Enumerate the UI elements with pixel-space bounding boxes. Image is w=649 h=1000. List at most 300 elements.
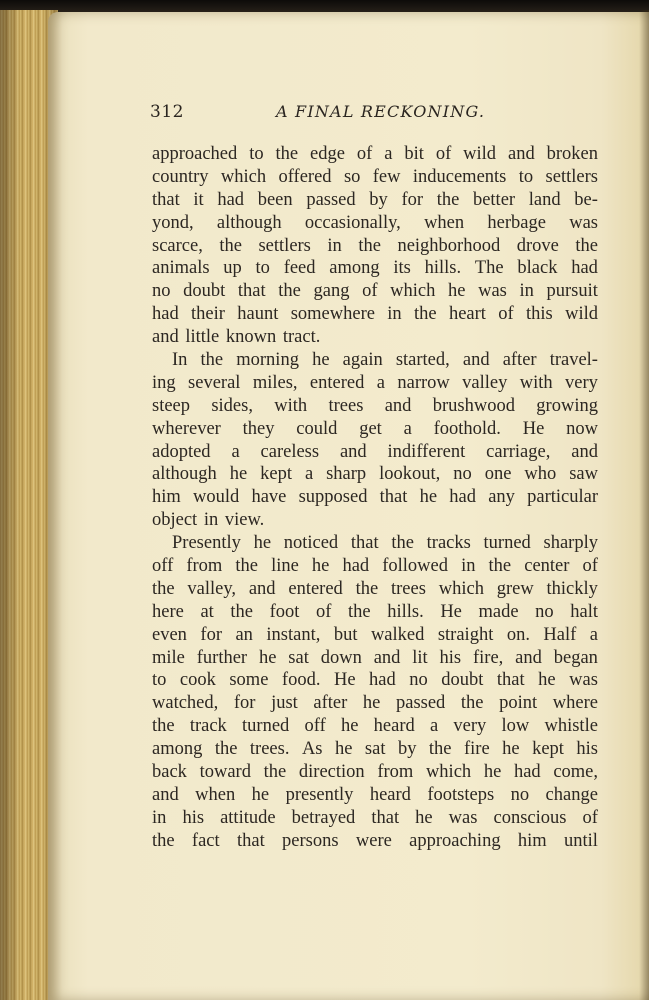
text-line [152, 349, 598, 372]
word: The [474, 258, 504, 279]
word: now [566, 418, 598, 439]
word: its [393, 258, 411, 279]
word: that [379, 487, 408, 508]
word: so [343, 166, 361, 187]
text-line [152, 280, 598, 303]
word: any [488, 487, 515, 508]
word: the [428, 739, 452, 760]
text-line [152, 212, 598, 235]
word: the [230, 601, 253, 622]
word: for [200, 624, 222, 645]
word: again [342, 350, 383, 371]
word: and [515, 647, 542, 668]
word: a [384, 144, 393, 164]
word: he [253, 533, 272, 554]
word: passed [306, 189, 356, 210]
word: was [478, 281, 507, 302]
word: a [429, 716, 439, 737]
word: him [517, 830, 547, 851]
word: a [376, 372, 385, 393]
word: the [200, 350, 224, 371]
word: occasionally, [304, 212, 401, 233]
word: from [377, 762, 414, 783]
word: back [152, 762, 187, 783]
word: and [507, 144, 535, 164]
word: foot [269, 601, 300, 622]
word: adopted [152, 441, 211, 462]
word: bit [404, 144, 424, 164]
word: gang [313, 281, 350, 302]
word: wherever [152, 418, 221, 439]
word: point [499, 693, 538, 714]
word: been [257, 189, 293, 210]
word: and [339, 441, 367, 462]
word: very [453, 716, 487, 737]
word: from [186, 556, 223, 577]
word: fire [463, 739, 490, 760]
word: the [275, 144, 299, 164]
word: approached [152, 144, 238, 164]
word: fire, [473, 647, 504, 668]
word: he [229, 464, 248, 485]
word: they [242, 418, 275, 439]
word: of [356, 144, 373, 164]
page-right-shadow [639, 10, 649, 1000]
word: his [182, 807, 205, 828]
word: of [582, 807, 598, 828]
word: few [372, 166, 401, 187]
word: no [409, 670, 428, 691]
word: miles, [252, 372, 298, 393]
text-line [152, 166, 598, 189]
word: doubt [183, 281, 226, 302]
word: He [333, 670, 356, 691]
word: and [248, 578, 276, 599]
text-line [152, 715, 598, 738]
word: followed [382, 556, 448, 577]
word: drove [516, 235, 559, 256]
word: foothold. [433, 418, 501, 439]
word: although [216, 212, 282, 233]
word: the [460, 693, 484, 714]
word: have [251, 487, 287, 508]
word: up [223, 258, 242, 279]
word: would [192, 487, 240, 508]
word: an [235, 624, 253, 645]
word: fact [191, 830, 220, 851]
word: and [462, 350, 490, 371]
word: direction [298, 762, 365, 783]
word: sides, [211, 395, 253, 416]
word: morning [236, 350, 299, 371]
word: the [278, 281, 301, 302]
word: line [271, 556, 299, 577]
word: careless [260, 441, 320, 462]
word: offered [278, 166, 332, 187]
word: was [569, 212, 598, 233]
word: kept [260, 464, 292, 485]
word: he [419, 487, 438, 508]
word: a [304, 464, 314, 485]
word: several [188, 372, 241, 393]
word: when [424, 212, 465, 233]
word: lookout, [379, 464, 441, 485]
word: yond, [152, 212, 194, 233]
page-header [150, 100, 600, 128]
word: wild [565, 304, 598, 325]
word: He [440, 601, 462, 622]
word: of [316, 601, 332, 622]
text-line [152, 463, 598, 486]
text-line [152, 601, 598, 624]
word: walked [370, 624, 425, 645]
word: and [373, 647, 401, 668]
word: carriage, [486, 441, 551, 462]
running-head: A FINAL RECKONING. [276, 102, 486, 121]
word: in [152, 807, 167, 828]
word: had [449, 487, 476, 508]
word: by [369, 189, 388, 210]
word: here [152, 601, 184, 622]
word: hills. [424, 258, 462, 279]
word: he [312, 350, 330, 371]
word: halt [570, 601, 598, 622]
word: and [152, 784, 179, 805]
word: some [229, 670, 269, 691]
text-line [152, 784, 598, 807]
text-line [152, 189, 598, 212]
word: he [538, 670, 556, 691]
text-line: and little known tract. [152, 327, 321, 348]
word: whistle [544, 716, 598, 737]
word: brushwood [432, 395, 515, 416]
word: heard [369, 784, 411, 805]
word: but [333, 624, 358, 645]
word: him [152, 487, 181, 508]
word: the [348, 601, 371, 622]
word: a [589, 624, 598, 645]
word: which [438, 578, 484, 599]
word: to [249, 144, 264, 164]
word: had [513, 762, 541, 783]
word: change [545, 784, 598, 805]
word: get [359, 418, 382, 439]
word: mile [152, 647, 185, 668]
word: He [522, 418, 545, 439]
word: with [519, 372, 553, 393]
word: for [233, 693, 256, 714]
text-line [152, 486, 598, 509]
word: very [565, 372, 598, 393]
word: which [220, 166, 267, 187]
word: after [502, 350, 537, 371]
word: and [384, 395, 412, 416]
word: ing [152, 372, 176, 393]
word: valley, [187, 578, 237, 599]
word: he [340, 716, 359, 737]
word: where [552, 693, 598, 714]
word: just [271, 693, 298, 714]
word: center [524, 556, 570, 577]
word: he [362, 693, 381, 714]
word: the [414, 304, 437, 325]
word: he [311, 556, 330, 577]
word: after [313, 693, 348, 714]
text-line [152, 578, 598, 601]
word: land [528, 189, 561, 210]
word: the [214, 739, 238, 760]
word: steep [152, 395, 191, 416]
word: tracks [426, 533, 471, 554]
word: the [152, 578, 175, 599]
word: saw [569, 464, 598, 485]
word: doubt [441, 670, 484, 691]
word: he [258, 647, 277, 668]
text-line [152, 418, 598, 441]
word: in [327, 235, 342, 256]
word: began [553, 647, 598, 668]
word: that [371, 807, 400, 828]
word: grew [496, 578, 534, 599]
word: to [152, 670, 167, 691]
word: presently [285, 784, 354, 805]
word: hills. [387, 601, 424, 622]
word: the [263, 762, 287, 783]
word: the [488, 556, 512, 577]
word: instant, [266, 624, 321, 645]
word: settlers [545, 166, 598, 187]
word: the [358, 235, 381, 256]
word: supposed [298, 487, 368, 508]
text-line [152, 624, 598, 647]
word: which [390, 281, 436, 302]
word: that [236, 830, 265, 851]
word: narrow [397, 372, 450, 393]
word: to [518, 166, 534, 187]
word: he [502, 739, 520, 760]
word: their [191, 304, 225, 325]
word: footsteps [427, 784, 495, 805]
word: attitude [220, 807, 276, 828]
page-number: 312 [150, 102, 184, 122]
word: when [195, 784, 236, 805]
word: off [152, 556, 174, 577]
word: the [152, 716, 175, 737]
word: haunt [237, 304, 279, 325]
word: had [571, 258, 598, 279]
text-line [152, 235, 598, 258]
word: a [403, 418, 412, 439]
word: animals [152, 258, 210, 279]
word: feed [283, 258, 316, 279]
word: off [304, 716, 326, 737]
word: this [526, 304, 553, 325]
word: his [576, 739, 598, 760]
word: to [255, 258, 270, 279]
text-line [152, 761, 598, 784]
word: cook [179, 670, 216, 691]
word: in [519, 281, 534, 302]
text-line [152, 143, 598, 166]
text-line [152, 669, 598, 692]
word: sharply [543, 533, 598, 554]
word: he [415, 807, 433, 828]
word: Half [543, 624, 577, 645]
word: of [362, 281, 378, 302]
word: no [453, 464, 472, 485]
word: broken [546, 144, 598, 164]
word: no [535, 601, 554, 622]
word: that [496, 670, 525, 691]
word: his [439, 647, 462, 668]
word: no [510, 784, 530, 805]
word: had [152, 304, 179, 325]
word: no [152, 281, 171, 302]
word: heard [373, 716, 415, 737]
word: entered [309, 372, 365, 393]
word: As [301, 739, 323, 760]
text-line: object in view. [152, 510, 265, 531]
word: travel- [549, 350, 598, 371]
word: sharp [326, 464, 367, 485]
word: kept [532, 739, 564, 760]
word: in [387, 304, 402, 325]
word: and [571, 441, 598, 462]
word: black [517, 258, 558, 279]
word: turned [483, 533, 531, 554]
word: that [152, 189, 180, 210]
word: sat [364, 739, 386, 760]
word: low [501, 716, 530, 737]
word: country [152, 166, 209, 187]
text-line [152, 303, 598, 326]
word: food. [281, 670, 321, 691]
word: who [524, 464, 557, 485]
word: edge [310, 144, 345, 164]
word: he [483, 762, 502, 783]
word: the [235, 556, 258, 577]
word: passed [395, 693, 446, 714]
text-line [152, 692, 598, 715]
word: until [563, 830, 598, 851]
word: had [342, 556, 370, 577]
word: that [350, 533, 379, 554]
word: track [189, 716, 227, 737]
text-line [152, 395, 598, 418]
word: it [193, 189, 204, 210]
word: among [152, 739, 203, 760]
word: the [152, 830, 175, 851]
text-line [152, 532, 598, 555]
word: herbage [487, 212, 546, 233]
word: inducements [412, 166, 507, 187]
word: better [472, 189, 516, 210]
word: which [425, 762, 472, 783]
word: be- [574, 189, 598, 210]
word: made [478, 601, 519, 622]
word: entered [288, 578, 343, 599]
word: was [448, 807, 478, 828]
word: the [391, 533, 414, 554]
word: somewhere [290, 304, 375, 325]
word: indifferent [387, 441, 466, 462]
word: toward [199, 762, 251, 783]
word: scarce, [152, 235, 203, 256]
word: sat [288, 647, 309, 668]
text-line [152, 372, 598, 395]
word: the [219, 235, 242, 256]
word: Presently [172, 533, 241, 554]
word: persons [282, 830, 339, 851]
word: lit [412, 647, 428, 668]
word: he [447, 281, 466, 302]
word: by [397, 739, 417, 760]
word: of [498, 304, 514, 325]
word: trees [328, 395, 364, 416]
word: wild [463, 144, 497, 164]
word: for [401, 189, 424, 210]
word: straight [437, 624, 494, 645]
word: he [251, 784, 270, 805]
word: a [231, 441, 240, 462]
word: of [582, 556, 598, 577]
word: in [461, 556, 476, 577]
text-line [152, 257, 598, 280]
word: on. [506, 624, 530, 645]
word: valley [462, 372, 508, 393]
word: he [334, 739, 353, 760]
word: that [237, 281, 266, 302]
word: neighborhood [397, 235, 501, 256]
word: thickly [546, 578, 598, 599]
text-line [152, 441, 598, 464]
body-text [152, 143, 598, 853]
word: betrayed [291, 807, 356, 828]
word: down [320, 647, 362, 668]
word: one [484, 464, 512, 485]
word: come, [553, 762, 598, 783]
word: were [355, 830, 392, 851]
word: heart [448, 304, 486, 325]
word: started, [395, 350, 450, 371]
word: was [569, 670, 598, 691]
word: watched, [152, 693, 219, 714]
word: the [355, 578, 379, 599]
text-line [152, 807, 598, 830]
word: of [435, 144, 452, 164]
word: could [296, 418, 338, 439]
word: In [172, 350, 188, 371]
word: noticed [283, 533, 339, 554]
text-line [152, 647, 598, 670]
word: among [329, 258, 380, 279]
word: settlers [258, 235, 311, 256]
word: trees [391, 578, 426, 599]
word: further [196, 647, 248, 668]
word: approaching [409, 830, 501, 851]
word: turned [242, 716, 290, 737]
word: had [369, 670, 396, 691]
word: growing [536, 395, 598, 416]
text-line [152, 830, 598, 853]
word: with [274, 395, 308, 416]
word: conscious [493, 807, 567, 828]
word: trees. [249, 739, 290, 760]
word: particular [527, 487, 598, 508]
word: although [152, 464, 217, 485]
word: the [575, 235, 598, 256]
text-line [152, 738, 598, 761]
